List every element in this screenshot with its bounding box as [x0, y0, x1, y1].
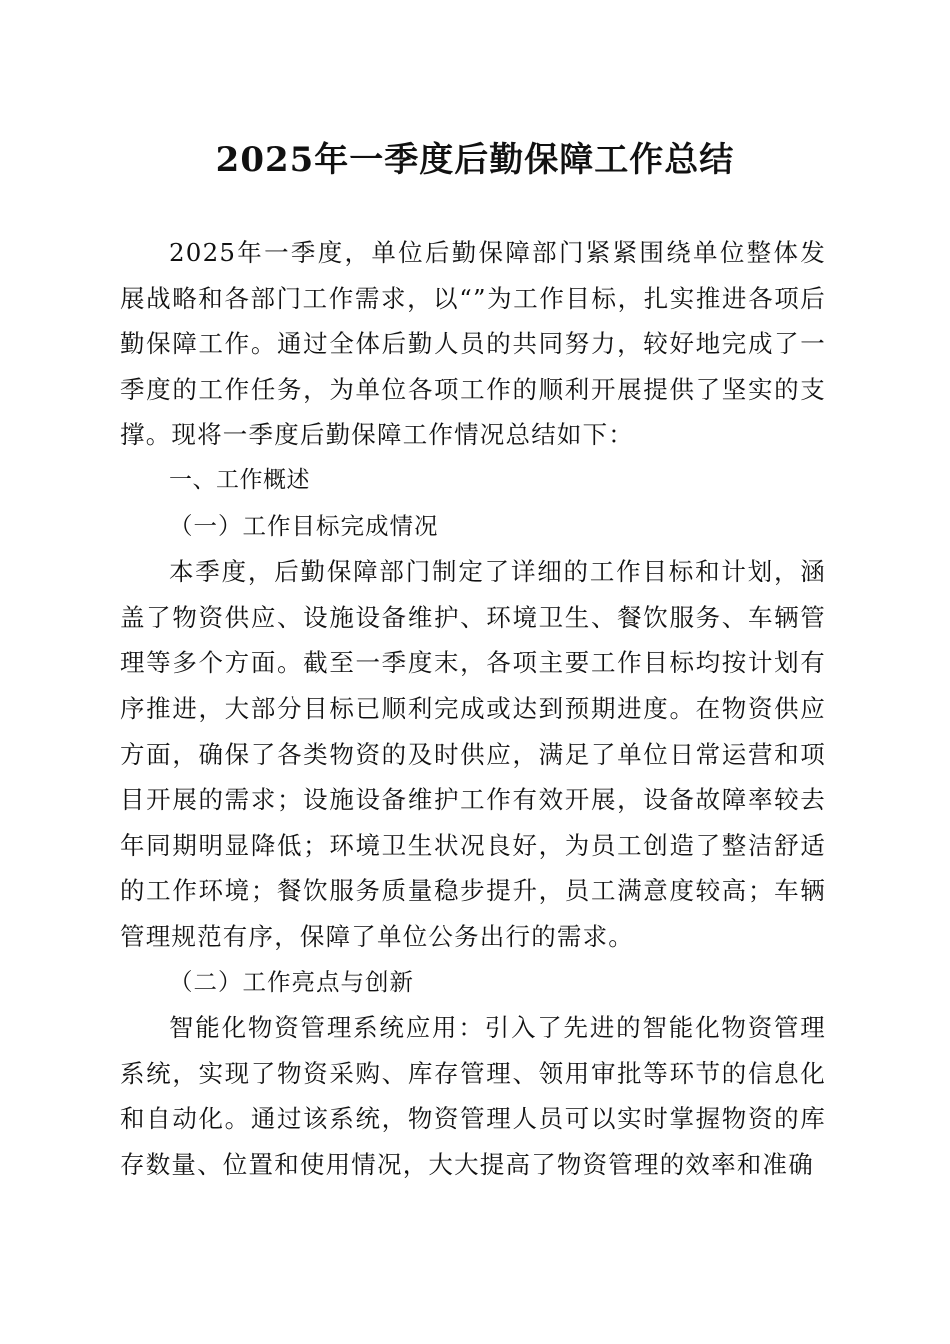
subsection-heading-highlights: （二）工作亮点与创新 — [169, 967, 414, 996]
goals-paragraph: 本季度，后勤保障部门制定了详细的工作目标和计划，涵盖了物资供应、设施设备维护、环境卫生、餐饮服务、车辆管理等多个方面。截至一季度末，各项主要工作目标均按计划有序推进，大部分目标已顺利完成或达到预期进度。在物资供应方面，确保了各类物资的及时供应，满足了单位日常运营和项目开展的需求；设施设备维护工作有效开展，设备故障率较去年同期明显降低；环境卫生状况良好，为员工创造了整洁舒适的工作环境；餐饮服务质量稳步提升，员工满意度较高；车辆管理规范有序，保障了单位公务出行的需求。 — [120, 557, 826, 951]
intro-paragraph: 2025年一季度，单位后勤保障部门紧紧围绕单位整体发展战略和各部门工作需求，以“”为工作目标，扎实推进各项后勤保障工作。通过全体后勤人员的共同努力，较好地完成了一季度的工作任务，为单位各项工作的顺利开展提供了坚实的支撑。现将一季度后勤保障工作情况总结如下： — [120, 238, 826, 450]
subsection-heading-goals: （一）工作目标完成情况 — [169, 511, 439, 540]
document-body — [120, 230, 826, 1187]
section-heading-overview: 一、工作概述 — [169, 466, 310, 493]
highlights-paragraph: 智能化物资管理系统应用：引入了先进的智能化物资管理系统，实现了物资采购、库存管理、领用审批等环节的信息化和自动化。通过该系统，物资管理人员可以实时掌握物资的库存数量、位置和使用情况，大大提高了物资管理的效率和准确 — [120, 1013, 826, 1179]
document-title: 2025年一季度后勤保障工作总结 — [215, 140, 735, 180]
